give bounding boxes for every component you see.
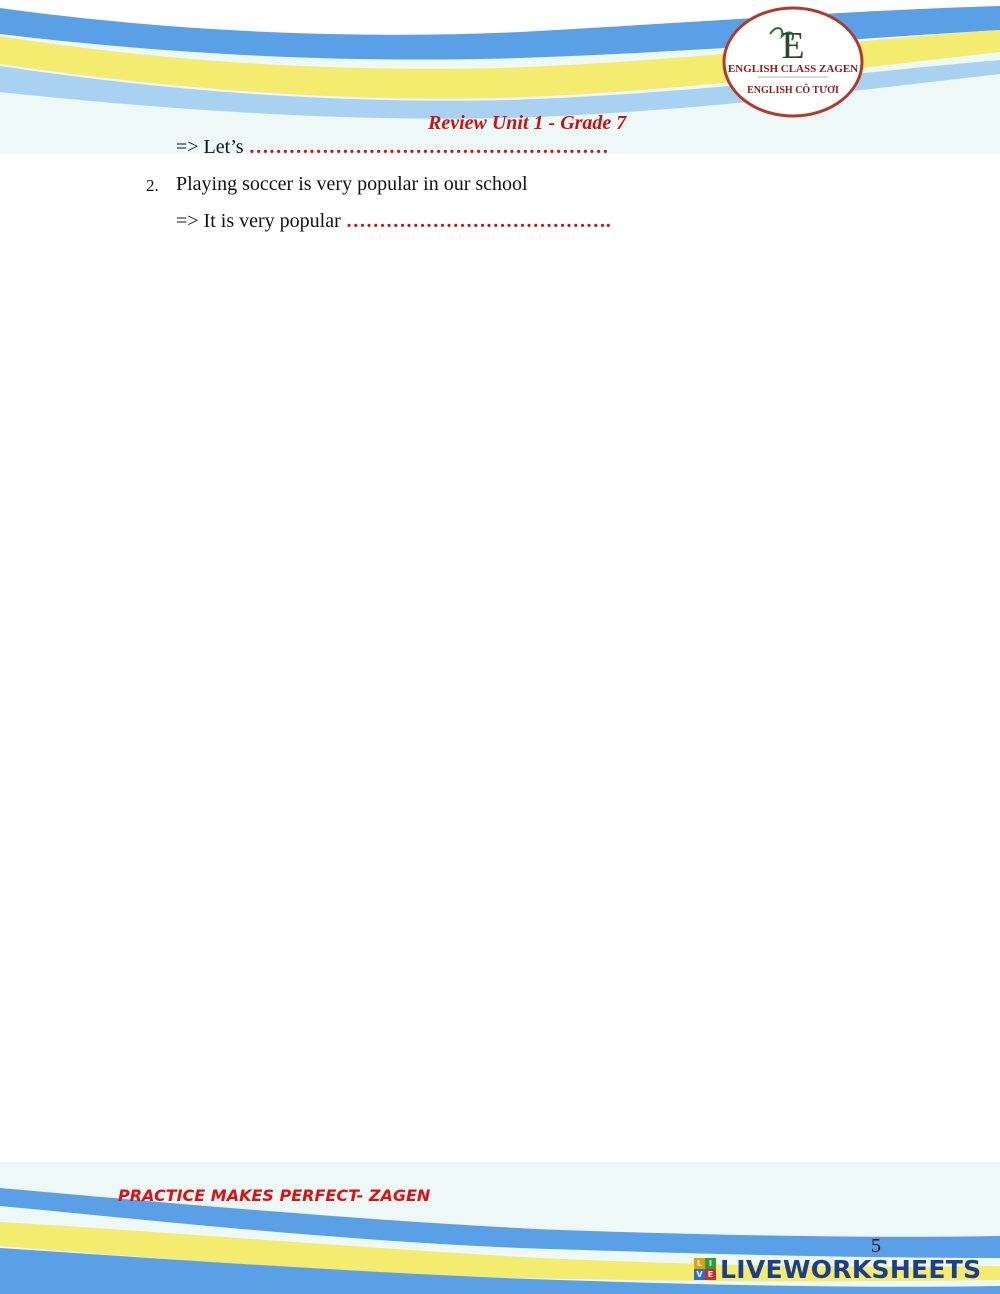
- answer-prefix: => Let’s: [176, 136, 249, 158]
- logo-badge: [722, 6, 864, 118]
- question-sentence: Playing soccer is very popular in our school: [176, 173, 528, 195]
- liveworksheets-logo[interactable]: [694, 1254, 981, 1284]
- page-title: Review Unit 1 - Grade 7: [428, 112, 627, 134]
- logo-letter: E: [781, 25, 805, 67]
- page-number: 5: [871, 1235, 881, 1257]
- answer-prefix: => It is very popular: [176, 210, 346, 232]
- answer-blank[interactable]: ………………………………….: [345, 210, 611, 232]
- footer-motto: PRACTICE MAKES PERFECT- ZAGEN: [118, 1186, 431, 1205]
- item-number: 2.: [146, 176, 159, 195]
- answer-line-1: [176, 136, 609, 159]
- logo-name: ENGLISH CLASS ZAGEN: [727, 63, 859, 75]
- live-squares-icon: L I V E: [694, 1258, 716, 1280]
- logo-subtitle: ENGLISH CÔ TƯƠI: [747, 85, 839, 96]
- brand-name: LIVEWORKSHEETS: [720, 1254, 982, 1284]
- answer-line-2: [176, 210, 611, 233]
- answer-blank[interactable]: ………………………………………………: [248, 136, 609, 158]
